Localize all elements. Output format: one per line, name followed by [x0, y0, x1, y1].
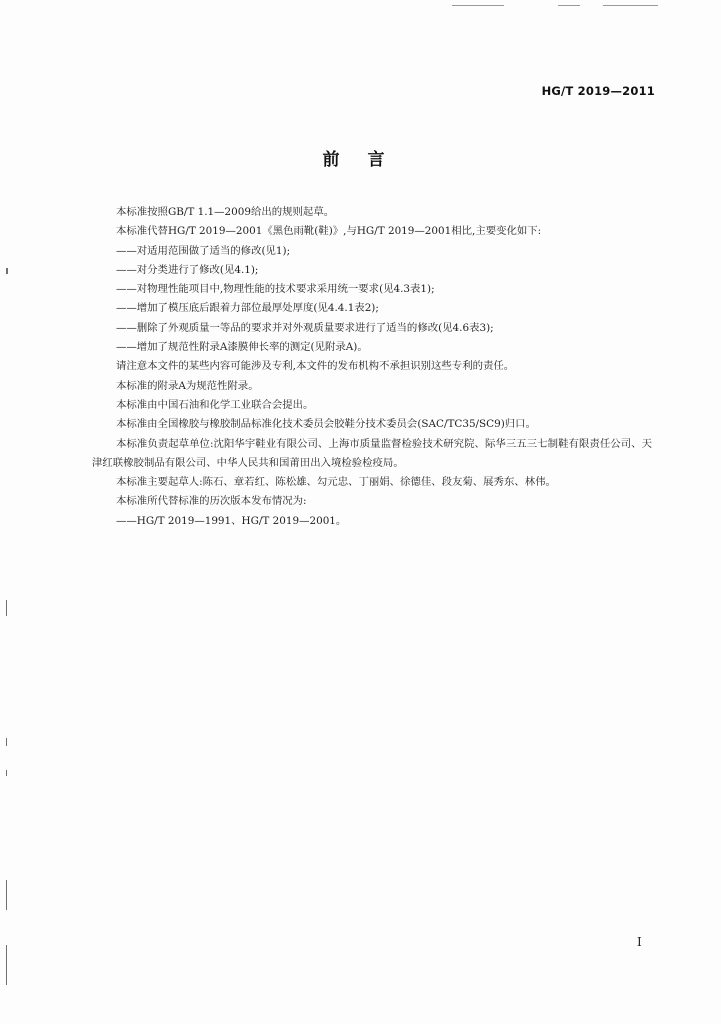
- previous-editions-list: ——HG/T 2019—1991、HG/T 2019—2001。: [116, 514, 347, 527]
- change-item-classification: ——对分类进行了修改(见4.1);: [116, 263, 259, 276]
- change-item-annex-a: ——增加了规范性附录A漆膜伸长率的测定(见附录A)。: [116, 341, 368, 354]
- foreword-body: [92, 203, 652, 531]
- paragraph-replaces: 本标准代替HG/T 2019—2001《黑色雨靴(鞋)》,与HG/T 2019—2001相比,主要变化如下:: [116, 225, 542, 238]
- paragraph-previous-editions: 本标准所代替标准的历次版本发布情况为:: [116, 495, 307, 508]
- change-item-heel-thickness: ——增加了模压底后跟着力部位最厚处厚度(见4.4.1表2);: [116, 302, 379, 315]
- change-item-physical-properties: ——对物理性能项目中,物理性能的技术要求采用统一要求(见4.3表1);: [116, 283, 435, 296]
- paragraph-administered-by: 本标准由全国橡胶与橡胶制品标准化技术委员会胶鞋分技术委员会(SAC/TC35/SC9)归口。: [116, 418, 536, 431]
- paragraph-drafting-rules: 本标准按照GB/T 1.1—2009给出的规则起草。: [116, 206, 335, 218]
- binding-mark: [6, 738, 7, 746]
- scan-artifact-line: [603, 5, 658, 6]
- page-title: 前言: [322, 150, 413, 170]
- scan-artifact-line: [452, 5, 504, 6]
- paragraph-drafting-units: 本标准负责起草单位:沈阳华宇鞋业有限公司、上海市质量监督检验技术研究院、际华三五三七制鞋有限责任公司、天津红联橡胶制品有限公司、中华人民共和国莆田出入境检验检疫局。: [92, 437, 652, 469]
- binding-mark: [6, 770, 7, 776]
- binding-mark: [6, 880, 7, 910]
- document-code: HG/T 2019—2011: [541, 84, 655, 98]
- binding-mark: [6, 600, 7, 616]
- binding-mark: [6, 945, 7, 985]
- paragraph-patent-notice: 请注意本文件的某些内容可能涉及专利,本文件的发布机构不承担识别这些专利的责任。: [116, 360, 515, 373]
- change-item-appearance-quality: ——删除了外观质量一等品的要求并对外观质量要求进行了适当的修改(见4.6表3);: [116, 321, 494, 334]
- change-item-scope: ——对适用范围做了适当的修改(见1);: [116, 244, 291, 257]
- scan-artifact-line: [558, 5, 580, 6]
- binding-mark: [6, 268, 8, 274]
- paragraph-annex-type: 本标准的附录A为规范性附录。: [116, 379, 259, 392]
- paragraph-proposed-by: 本标准由中国石油和化学工业联合会提出。: [116, 398, 314, 411]
- paragraph-drafters: 本标准主要起草人:陈石、章若红、陈松雄、勾元忠、丁丽娟、徐德佳、段友菊、展秀东、林伟。: [116, 476, 556, 489]
- page-number: I: [637, 935, 642, 949]
